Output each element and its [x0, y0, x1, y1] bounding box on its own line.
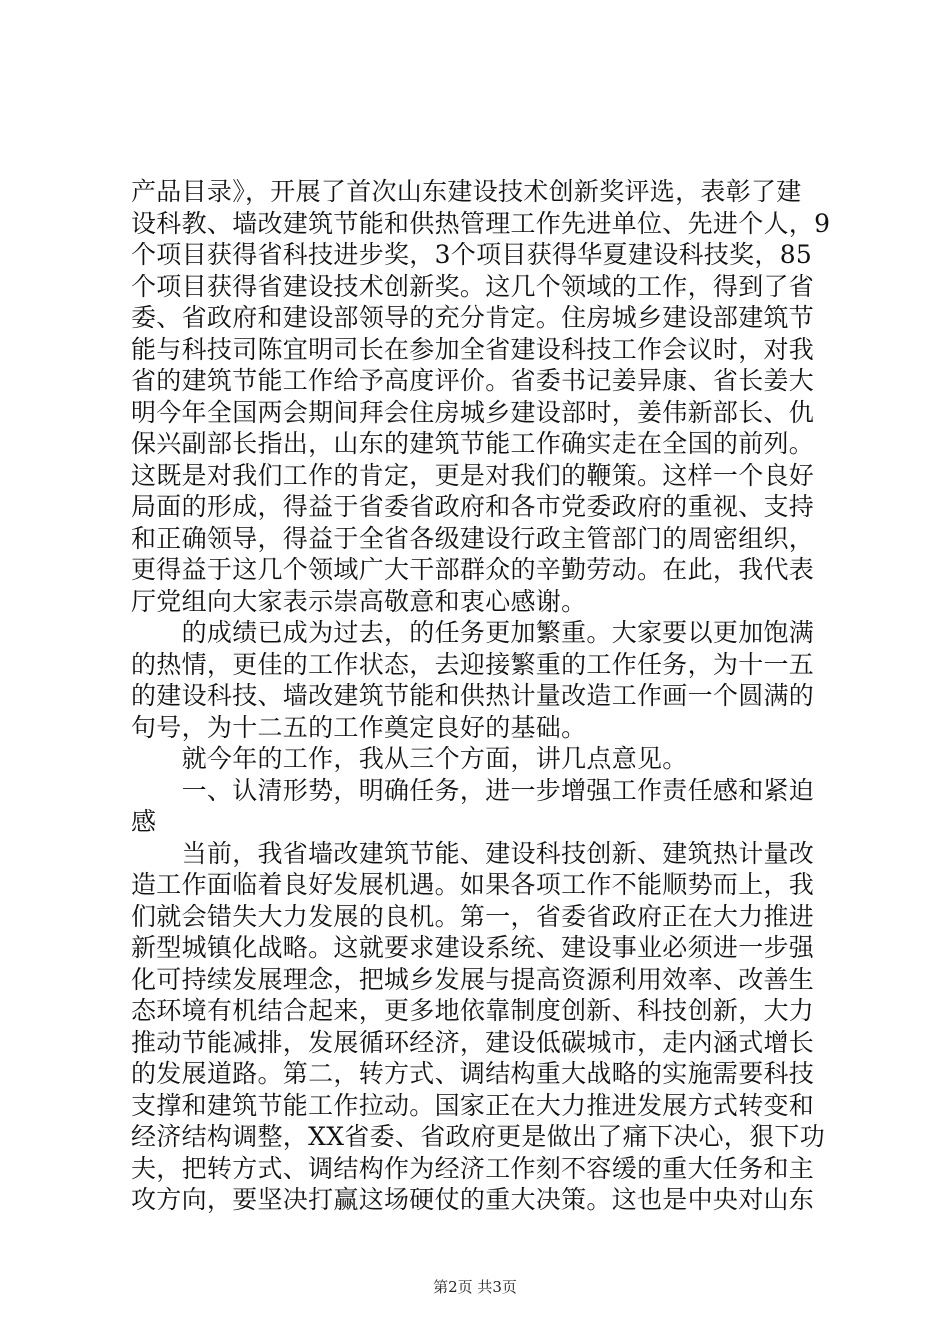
text-line: 省的建筑节能工作给予高度评价。省委书记姜异康、省长姜大: [131, 366, 815, 395]
text-line: 产品目录》，开展了首次山东建设技术创新奖评选，表彰了建: [131, 177, 802, 206]
text-line: 就今年的工作，我从三个方面，讲几点意见。: [131, 744, 688, 773]
text-line: 更得益于这几个领域广大干部群众的辛勤劳动。在此，我代表: [131, 555, 815, 584]
section-heading-line: 感: [131, 807, 157, 836]
text-line: 和正确领导，得益于全省各级建设行政主管部门的周密组织，: [131, 523, 815, 553]
text-line: 局面的形成，得益于省委省政府和各市党委政府的重视、支持: [131, 492, 815, 521]
text-line: 句号，为十二五的工作奠定良好的基础。: [131, 712, 587, 742]
text-line: 当前，我省墙改建筑节能、建设科技创新、建筑热计量改: [131, 838, 815, 868]
text-line: 保兴副部长指出，山东的建筑节能工作确实走在全国的前列。: [131, 429, 815, 458]
section-heading-line: 一、认清形势，明确任务，进一步增强工作责任感和紧迫: [131, 775, 815, 805]
text-line: 化可持续发展理念，把城乡发展与提高资源利用效率、改善生: [131, 964, 815, 994]
body-text: [131, 176, 831, 1216]
text-line: 个项目获得省建设技术创新奖。这几个领域的工作，得到了省: [131, 271, 815, 301]
text-line: 明今年全国两会期间拜会住房城乡建设部时，姜伟新部长、仇: [131, 397, 815, 427]
text-line: 支撑和建筑节能工作拉动。国家正在大力推进发展方式转变和: [131, 1090, 815, 1120]
text-line: 造工作面临着良好发展机遇。如果各项工作不能顺势而上，我: [131, 870, 815, 899]
text-line: 能与科技司陈宜明司长在参加全省建设科技工作会议时，对我: [131, 334, 815, 364]
text-line: 的成绩已成为过去，的任务更加繁重。大家要以更加饱满: [131, 618, 815, 647]
text-line: 的发展道路。第二，转方式、调结构重大战略的实施需要科技: [131, 1059, 815, 1088]
text-line: 们就会错失大力发展的良机。第一，省委省政府正在大力推进: [131, 901, 815, 931]
text-line: 攻方向，要坚决打赢这场硬仗的重大决策。这也是中央对山东: [131, 1185, 815, 1214]
text-line: 推动节能减排，发展循环经济，建设低碳城市，走内涵式增长: [131, 1027, 815, 1057]
text-line: 个项目获得省科技进步奖，3个项目获得华夏建设科技奖，85: [131, 240, 813, 269]
text-line: 设科教、墙改建筑节能和供热管理工作先进单位、先进个人，9: [131, 208, 831, 238]
text-line: 的建设科技、墙改建筑节能和供热计量改造工作画一个圆满的: [131, 681, 815, 710]
text-line: 态环境有机结合起来，更多地依靠制度创新、科技创新，大力: [131, 996, 815, 1025]
text-line: 这既是对我们工作的肯定，更是对我们的鞭策。这样一个良好: [131, 460, 815, 490]
text-line: 厅党组向大家表示崇高敬意和衷心感谢。: [131, 586, 587, 616]
text-line: 夫，把转方式、调结构作为经济工作刻不容缓的重大任务和主: [131, 1153, 815, 1183]
text-line: 委、省政府和建设部领导的充分肯定。住房城乡建设部建筑节: [131, 303, 815, 332]
text-line: 新型城镇化战略。这就要求建设系统、建设事业必须进一步强: [131, 933, 815, 962]
text-line: 的热情，更佳的工作状态，去迎接繁重的工作任务，为十一五: [131, 649, 815, 679]
text-line: 经济结构调整，XX省委、省政府更是做出了痛下决心，狠下功: [131, 1122, 825, 1151]
page-footer: 第2页 共3页: [433, 1278, 517, 1296]
